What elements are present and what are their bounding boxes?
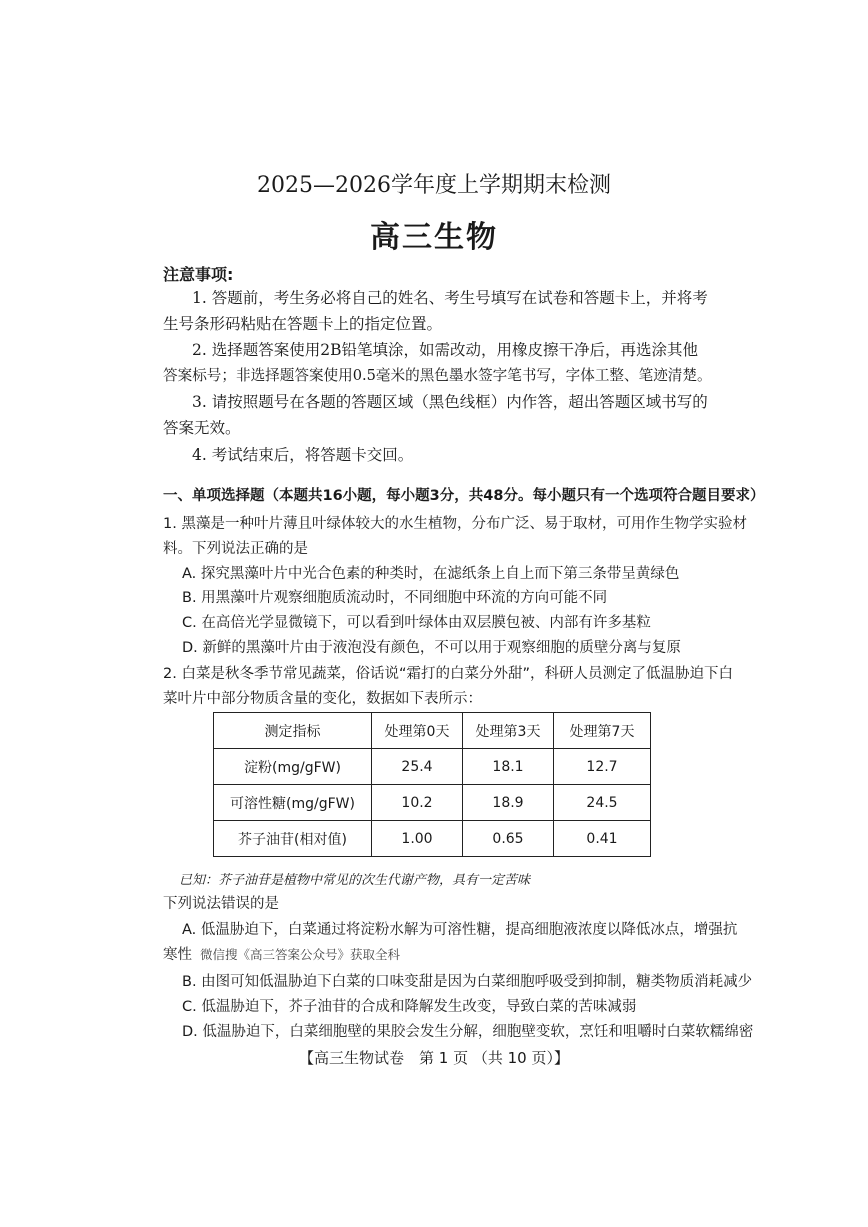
table-cell: 淀粉(mg/gFW) [214,749,372,785]
table-cell: 芥子油苷(相对值) [214,821,372,857]
question-1-stem: 1. 黑藻是一种叶片薄且叶绿体较大的水生植物，分布广泛、易于取材，可用作生物学实验材 [163,516,747,532]
question-2-stem: 菜叶片中部分物质含量的变化，数据如下表所示： [163,691,482,707]
notice-line: 答案无效。 [163,419,241,437]
table-cell: 1.00 [372,821,463,857]
table-cell: 18.9 [463,785,554,821]
question-2-option-a: A. 低温胁迫下，白菜通过将淀粉水解为可溶性糖，提高细胞液浓度以降低冰点，增强抗 [182,922,738,938]
table-header-cell: 处理第0天 [372,713,463,749]
question-2-option-b: B. 由图可知低温胁迫下白菜的口味变甜是因为白菜细胞呼吸受到抑制，糖类物质消耗减少 [182,974,753,990]
notice-line: 2. 选择题答案使用2B铅笔填涂，如需改动，用橡皮擦干净后，再选涂其他 [192,341,698,359]
table-header-cell: 处理第7天 [554,713,651,749]
watermark-text: 微信搜《高三答案公众号》获取全科 [200,947,401,962]
table-cell: 10.2 [372,785,463,821]
question-2-option-a-cont: 寒性 [163,947,192,963]
question-1-stem: 料。下列说法正确的是 [163,541,308,557]
notice-line: 1. 答题前，考生务必将自己的姓名、考生号填写在试卷和答题卡上，并将考 [192,289,708,307]
notice-line: 3. 请按照题号在各题的答题区域（黑色线框）内作答，超出答题区域书写的 [192,393,708,411]
table-cell: 0.41 [554,821,651,857]
data-table [213,712,651,857]
exam-year-title: 2025—2026学年度上学期期末检测 [257,173,611,198]
question-2-option-d: D. 低温胁迫下，白菜细胞壁的果胶会发生分解，细胞壁变软，烹饪和咀嚼时白菜软糯绵密 [182,1024,754,1040]
exam-subject-title: 高三生物 [370,220,498,255]
question-2-option-c: C. 低温胁迫下，芥子油苷的合成和降解发生改变，导致白菜的苦味减弱 [182,999,637,1015]
table-cell: 0.65 [463,821,554,857]
table-row [214,749,651,785]
notice-line: 答案标号；非选择题答案使用0.5毫米的黑色墨水签字笔书写，字体工整、笔迹清楚。 [163,367,712,384]
table-note: 已知：芥子油苷是植物中常见的次生代谢产物，具有一定苦味 [179,873,531,888]
table-header-row [214,713,651,749]
table-cell: 12.7 [554,749,651,785]
table-row [214,785,651,821]
question-1-option-b: B. 用黑藻叶片观察细胞质流动时，不同细胞中环流的方向可能不同 [182,590,608,606]
page-footer: 【高三生物试卷 第 1 页 （共 10 页）】 [299,1049,569,1067]
table-header-cell: 测定指标 [214,713,372,749]
table-cell: 24.5 [554,785,651,821]
table-cell: 25.4 [372,749,463,785]
table-header-cell: 处理第3天 [463,713,554,749]
notice-line: 生号条形码粘贴在答题卡上的指定位置。 [163,315,443,333]
question-1-option-a: A. 探究黑藻叶片中光合色素的种类时，在滤纸条上自上而下第三条带呈黄绿色 [182,566,680,582]
question-1-option-c: C. 在高倍光学显微镜下，可以看到叶绿体由双层膜包被、内部有许多基粒 [182,615,651,631]
table-row [214,821,651,857]
question-1-option-d: D. 新鲜的黑藻叶片由于液泡没有颜色，不可以用于观察细胞的质壁分离与复原 [182,640,681,656]
section-title: 一、单项选择题（本题共16小题，每小题3分，共48分。每小题只有一个选项符合题目要求） [163,488,765,504]
question-2-prompt: 下列说法错误的是 [163,896,279,912]
notice-line: 4. 考试结束后，将答题卡交回。 [192,446,414,464]
table-cell: 18.1 [463,749,554,785]
notice-title: 注意事项: [163,265,234,284]
table-cell: 可溶性糖(mg/gFW) [214,785,372,821]
question-2-stem: 2. 白菜是秋冬季节常见蔬菜，俗话说“霜打的白菜分外甜”，科研人员测定了低温胁迫下白 [163,666,733,682]
